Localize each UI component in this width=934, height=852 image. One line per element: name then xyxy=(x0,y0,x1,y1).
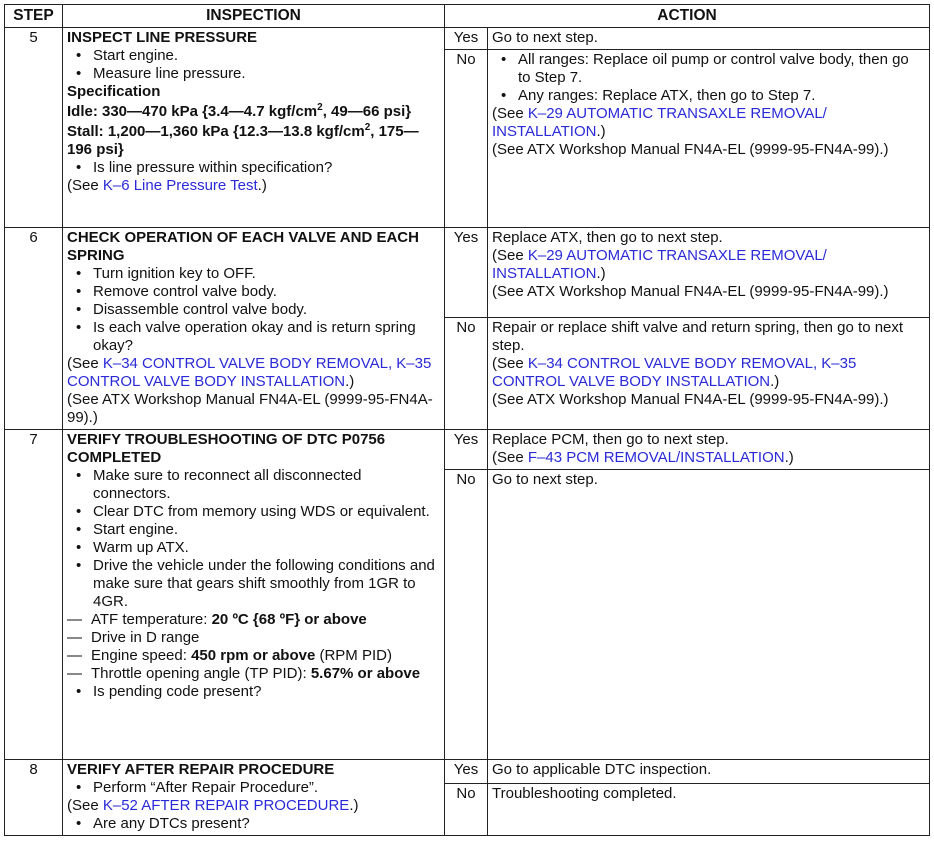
ref-prefix: (See xyxy=(492,355,528,373)
no-label: No xyxy=(445,318,488,430)
condition-label: ATF temperature: xyxy=(91,611,212,628)
spec-stall xyxy=(67,123,440,159)
list-item: • Perform “After Repair Procedure”. xyxy=(93,779,440,797)
list-item: • Make sure to reconnect all disconnected connectors. xyxy=(93,467,440,503)
manual-reference: (See ATX Workshop Manual FN4A-EL (9999-95-FN4A-99).) xyxy=(492,283,889,300)
spec-stall-text-end: , 175—196 psi} xyxy=(67,123,419,158)
ref-prefix: (See xyxy=(492,105,528,122)
ref-suffix: .) xyxy=(349,797,359,814)
bullet-list xyxy=(67,467,440,701)
condition-item xyxy=(91,629,440,647)
conditions-list xyxy=(67,611,440,683)
yes-action xyxy=(488,430,930,470)
header-inspection: INSPECTION xyxy=(63,5,445,28)
list-item: • Any ranges: Replace ATX, then go to Step 7. xyxy=(518,87,925,105)
ref-suffix: .) xyxy=(596,123,606,140)
condition-label: Engine speed: xyxy=(91,647,192,664)
reference-link[interactable]: K–29 AUTOMATIC TRANSAXLE REMOVAL/ INSTALLATION xyxy=(492,105,827,140)
reference xyxy=(492,105,925,141)
no-label: No xyxy=(445,50,488,228)
yes-label: Yes xyxy=(445,28,488,50)
spec-idle-text: Idle: 330—470 kPa {3.4—4.7 kgf/cm xyxy=(67,103,318,120)
ref-prefix: (See xyxy=(67,797,103,814)
manual-reference: (See ATX Workshop Manual FN4A-EL (9999-95-FN4A-99).) xyxy=(492,141,889,158)
bullet-list xyxy=(67,47,440,83)
ref-suffix: .) xyxy=(257,177,267,194)
bullet-list xyxy=(67,159,440,177)
superscript: 2 xyxy=(317,102,323,113)
header-step: STEP xyxy=(5,5,63,28)
condition-suffix: (RPM PID) xyxy=(315,647,392,664)
ref-prefix: (See xyxy=(67,177,103,194)
condition-item xyxy=(91,665,440,683)
condition-value: 5.67% or above xyxy=(310,665,421,682)
list-item: • Remove control valve body. xyxy=(93,283,440,301)
yes-label: Yes xyxy=(445,430,488,470)
reference xyxy=(67,797,440,815)
inspection-cell xyxy=(63,430,445,760)
ref-prefix: (See xyxy=(492,449,528,466)
list-item: • Is line pressure within specification? xyxy=(93,159,440,177)
ref-prefix: (See xyxy=(67,355,103,372)
table-row-step-5 xyxy=(5,28,930,50)
ref-suffix: .) xyxy=(345,373,355,390)
troubleshooting-table xyxy=(4,4,930,836)
reference-link[interactable]: K–6 Line Pressure Test xyxy=(102,177,258,194)
yes-label: Yes xyxy=(445,228,488,318)
ref-suffix: .) xyxy=(770,373,780,391)
no-label: No xyxy=(445,470,488,760)
yes-action xyxy=(488,228,930,318)
inspection-title: CHECK OPERATION OF EACH VALVE AND EACH SPRING xyxy=(67,229,419,264)
no-action xyxy=(488,318,930,430)
list-item: • Warm up ATX. xyxy=(93,539,440,557)
list-item: • Start engine. xyxy=(93,47,440,65)
inspection-title: VERIFY TROUBLESHOOTING OF DTC P0756 COMPLETED xyxy=(67,431,386,466)
table-header-row xyxy=(5,5,930,28)
step-number: 8 xyxy=(5,760,63,836)
ref-suffix: .) xyxy=(596,265,606,282)
reference-link[interactable]: K–52 AFTER REPAIR PROCEDURE xyxy=(102,797,350,814)
list-item-text: Drive the vehicle under the following conditions and make sure that gears shift smoothly from 1GR to 4GR. xyxy=(93,557,435,610)
bullet-list xyxy=(492,51,925,105)
table-row-step-8 xyxy=(5,760,930,784)
condition-label: Throttle opening angle (TP PID): xyxy=(91,665,311,682)
spec-label: Specification xyxy=(67,83,161,100)
superscript: 2 xyxy=(364,122,371,133)
bullet-list xyxy=(67,265,440,355)
bullet-list xyxy=(67,779,440,797)
action-text: Replace ATX, then go to next step. xyxy=(492,229,723,246)
table-row-step-6 xyxy=(5,228,930,318)
no-label: No xyxy=(445,784,488,836)
spec-idle xyxy=(67,103,440,121)
list-item: • Turn ignition key to OFF. xyxy=(93,265,440,283)
reference-link[interactable]: K–34 CONTROL VALVE BODY REMOVAL, K–35 CONTROL VALVE BODY INSTALLATION xyxy=(67,355,432,390)
spec-idle-text-end: , 49—66 psi} xyxy=(322,103,412,120)
reference xyxy=(492,247,925,283)
reference xyxy=(67,355,440,391)
condition-item xyxy=(91,647,440,665)
list-item: • Clear DTC from memory using WDS or equivalent. xyxy=(93,503,440,521)
list-item: • All ranges: Replace oil pump or control valve body, then go to Step 7. xyxy=(518,51,925,87)
yes-label: Yes xyxy=(445,760,488,784)
inspection-cell xyxy=(63,760,445,836)
bullet-list xyxy=(67,815,440,833)
list-item xyxy=(93,557,440,683)
condition-item xyxy=(91,611,440,629)
inspection-title: VERIFY AFTER REPAIR PROCEDURE xyxy=(67,761,335,778)
list-item: • Measure line pressure. xyxy=(93,65,440,83)
no-action xyxy=(488,50,930,228)
list-item: • Is each valve operation okay and is return spring okay? xyxy=(93,319,440,355)
ref-prefix: (See xyxy=(492,247,528,264)
yes-action: Go to next step. xyxy=(488,28,930,50)
condition-value: 450 rpm or above xyxy=(191,647,316,664)
list-item: • Start engine. xyxy=(93,521,440,539)
inspection-cell xyxy=(63,28,445,228)
step-number: 6 xyxy=(5,228,63,430)
no-action: Troubleshooting completed. xyxy=(488,784,930,836)
spec-stall-text: Stall: 1,200—1,360 kPa {12.3—13.8 kgf/cm xyxy=(67,123,365,140)
reference xyxy=(492,449,925,467)
reference xyxy=(67,177,440,195)
reference xyxy=(492,355,925,391)
table-row-step-7 xyxy=(5,430,930,470)
action-text: Repair or replace shift valve and return spring, then go to next step. xyxy=(492,319,904,355)
list-item: • Disassemble control valve body. xyxy=(93,301,440,319)
no-action: Go to next step. xyxy=(488,470,930,760)
manual-reference: (See ATX Workshop Manual FN4A-EL (9999-95-FN4A-99).) xyxy=(67,391,433,426)
list-item: • Is pending code present? xyxy=(93,683,440,701)
condition-value: 20 ºC {68 ºF} or above xyxy=(211,611,367,628)
yes-action: Go to applicable DTC inspection. xyxy=(488,760,930,784)
reference-link[interactable]: F–43 PCM REMOVAL/INSTALLATION xyxy=(527,449,785,466)
ref-suffix: .) xyxy=(784,449,794,466)
reference-link[interactable]: K–34 CONTROL VALVE BODY REMOVAL, K–35 CONTROL VALVE BODY INSTALLATION xyxy=(492,355,857,391)
action-text: Replace PCM, then go to next step. xyxy=(492,431,729,448)
step-number: 5 xyxy=(5,28,63,228)
list-item: • Are any DTCs present? xyxy=(93,815,440,833)
step-number: 7 xyxy=(5,430,63,760)
inspection-title: INSPECT LINE PRESSURE xyxy=(67,29,258,46)
manual-reference: (See ATX Workshop Manual FN4A-EL (9999-95-FN4A-99).) xyxy=(492,391,889,409)
reference-link[interactable]: K–29 AUTOMATIC TRANSAXLE REMOVAL/ INSTALLATION xyxy=(492,247,827,282)
condition-label: Drive in D range xyxy=(91,629,200,646)
inspection-cell xyxy=(63,228,445,430)
header-action: ACTION xyxy=(445,5,930,28)
